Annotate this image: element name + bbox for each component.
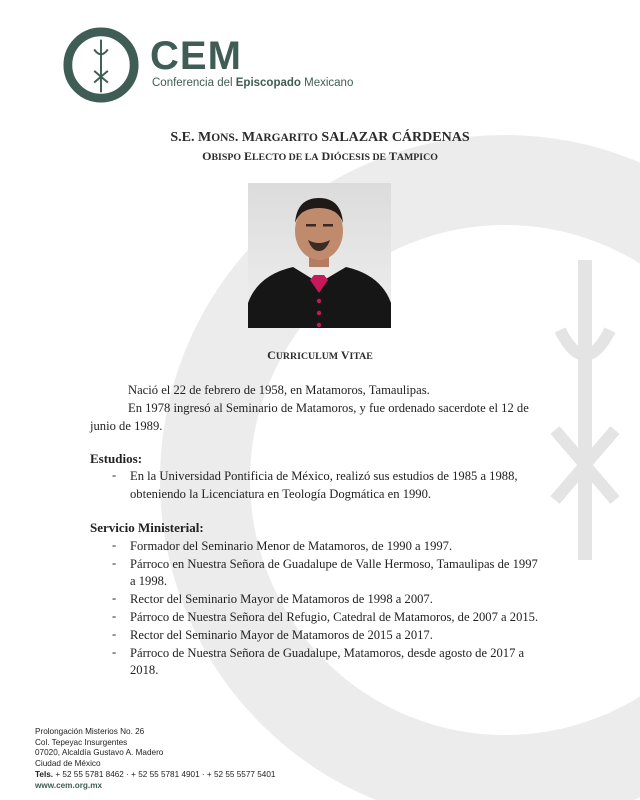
cem-logo-text: CEM — [150, 34, 242, 78]
footer-street: Prolongación Misterios No. 26 — [35, 727, 145, 736]
curriculum-vitae-heading: CURRICULUM VITAE — [267, 348, 373, 362]
servicio-item-2: Párroco en Nuestra Señora de Guadalupe de Valle Hermoso, Tamaulipas de 1997 — [130, 557, 538, 571]
intro-seminary-line: En 1978 ingresó al Seminario de Matamoros, y fue ordenado sacerdote el 12 de — [128, 401, 529, 415]
bishop-name-heading: S.E. MONS. MARGARITO SALAZAR CÁRDENAS — [170, 130, 470, 145]
intro-seminary-line-cont: junio de 1989. — [90, 419, 163, 433]
footer-website-link[interactable]: www.cem.org.mx — [35, 780, 103, 790]
list-bullet: - — [112, 627, 117, 641]
list-bullet: - — [112, 468, 117, 482]
servicio-item-5: Rector del Seminario Mayor de Matamoros de 2015 a 2017. — [130, 628, 433, 642]
cem-logo-subtitle: Conferencia del Episcopado Mexicano — [152, 77, 354, 89]
list-bullet: - — [112, 591, 117, 605]
estudios-item-line: En la Universidad Pontificia de México, realizó sus estudios de 1985 a 1988, — [130, 469, 518, 483]
servicio-item-1: Formador del Seminario Menor de Matamoros, de 1990 a 1997. — [130, 539, 453, 553]
servicio-item-6-cont: 2018. — [130, 663, 159, 677]
list-bullet: - — [112, 645, 117, 659]
servicio-item-2-cont: a 1998. — [130, 574, 168, 588]
estudios-item-line-cont: obteniendo la Licenciatura en Teología Dogmática en 1990. — [130, 487, 432, 501]
servicio-item-4: Párroco de Nuestra Señora del Refugio, Catedral de Matamoros, de 2007 a 2015. — [130, 610, 539, 624]
bishop-title-heading: OBISPO ELECTO DE LA DIÓCESIS DE TAMPICO — [202, 149, 438, 163]
list-bullet: - — [112, 609, 117, 623]
cem-logo-icon — [62, 26, 140, 104]
intro-birth-line: Nació el 22 de febrero de 1958, en Matamoros, Tamaulipas. — [128, 383, 430, 397]
list-bullet: - — [112, 538, 117, 552]
bishop-portrait-photo — [248, 183, 391, 328]
servicio-ministerial-heading: Servicio Ministerial: — [90, 520, 204, 535]
servicio-item-3: Rector del Seminario Mayor de Matamoros de 1998 a 2007. — [130, 592, 433, 606]
servicio-item-6: Párroco de Nuestra Señora de Guadalupe, Matamoros, desde agosto de 2017 a — [130, 646, 525, 660]
footer-colony: Col. Tepeyac Insurgentes — [35, 737, 128, 747]
footer-city: Ciudad de México — [35, 759, 101, 769]
footer-address — [35, 727, 275, 791]
list-bullet: - — [112, 556, 117, 570]
estudios-heading: Estudios: — [90, 451, 143, 466]
footer-postal: 07020, Alcaldía Gustavo A. Madero — [35, 748, 164, 758]
footer-phones: Tels. + 52 55 5781 8462 · + 52 55 5781 4901 · + 52 55 5577 5401 — [35, 769, 276, 779]
